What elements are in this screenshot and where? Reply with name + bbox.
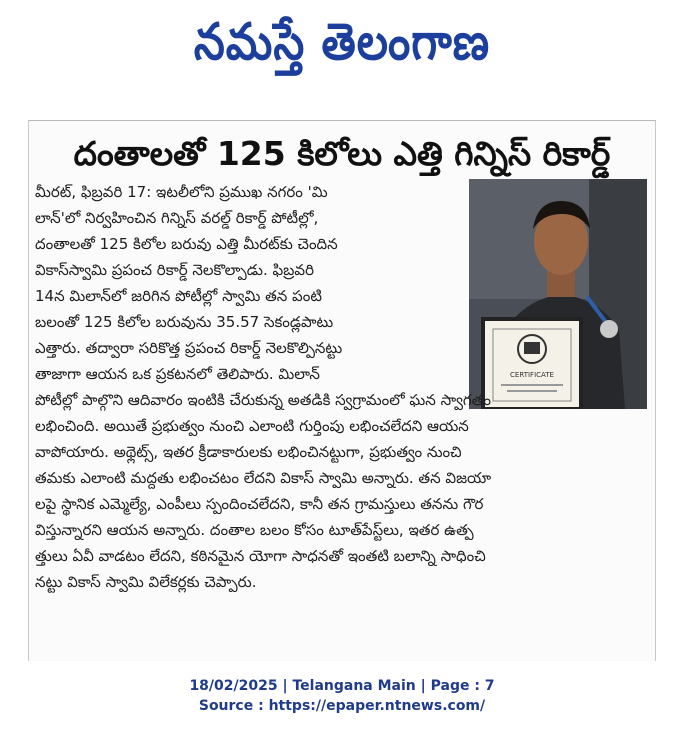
body-line: పోటీల్లో పాల్గొని ఆదివారం ఇంటికి చేరుకున్న అతడికి స్వగ్రామంలో ఘన స్వాగతం <box>35 391 491 409</box>
news-clipping <box>28 120 656 661</box>
article-body <box>35 179 647 595</box>
body-line: 14న మిలాన్‌లో జరిగిన పోటీల్లో స్వామి తన పంటి <box>35 287 322 305</box>
body-line: వాపోయారు. అథ్లెట్స్, ఇతర క్రీడాకారులకు లభించినట్టుగా, ప్రభుత్వం నుంచి <box>35 443 462 461</box>
body-line: దంతాలతో 125 కిలోల బరువు ఎత్తి మీరట్‌కు చెందిన <box>35 235 338 253</box>
body-line: నట్టు వికాస్ స్వామి విలేకర్లకు చెప్పారు. <box>35 573 257 591</box>
body-line: ఎత్తారు. తద్వారా సరికొత్త ప్రపంచ రికార్డ్ నెలకొల్పినట్టు <box>35 339 343 357</box>
page-footer <box>0 676 684 716</box>
certificate-label: CERTIFICATE <box>510 371 554 379</box>
clipping-bottom-fade <box>29 639 655 661</box>
body-line: మీరట్, ఫిబ్రవరి 17: ఇటలీలోని ప్రముఖ నగరం 'మి <box>35 183 328 201</box>
body-line: త్తులు ఏవీ వాడటం లేదని, కఠినమైన యోగా సాధనతో ఇంతటి బలాన్ని సాధించి <box>35 547 486 565</box>
body-line: లభించింది. అయితే ప్రభుత్వం నుంచి ఎలాంటి గుర్తింపు లభించలేదని ఆయన <box>35 417 469 435</box>
body-line: లపై స్థానిక ఎమ్మెల్యే, ఎంపీలు స్పందించలేదని, కానీ తన గ్రామస్తులు తనను గౌర <box>35 495 484 513</box>
body-line: వికాస్‌స్వామి ప్రపంచ రికార్డ్ నెలకొల్పాడు. ఫిబ్రవరి <box>35 261 314 279</box>
body-line: తమకు ఎలాంటి మద్దతు లభించటం లేదని వికాస్ స్వామి అన్నారు. తన విజయా <box>35 469 492 487</box>
article-headline: దంతాలతో 125 కిలోలు ఎత్తి గిన్నిస్ రికార్డ్ <box>73 134 611 173</box>
masthead <box>0 6 684 80</box>
body-line: లాన్'లో నిర్వహించిన గిన్నిస్ వరల్డ్ రికార్డ్ పోటీల్లో, <box>35 209 319 227</box>
masthead-title: నమస్తే తెలంగాణ <box>193 13 491 72</box>
edition-line: 18/02/2025 | Telangana Main | Page : 7 <box>189 678 495 694</box>
body-line: తాజాగా ఆయన ఒక ప్రకటనలో తెలిపారు. మిలాన్ <box>35 365 320 383</box>
body-line: విస్తున్నారని ఆయన అన్నారు. దంతాల బలం కోసం టూత్‌పేస్ట్‌లు, ఇతర ఉత్ప <box>35 521 474 539</box>
body-line: బలంతో 125 కిలోల బరువును 35.57 సెకండ్లపాటు <box>35 313 334 331</box>
source-line: Source : https://epaper.ntnews.com/ <box>198 698 486 714</box>
